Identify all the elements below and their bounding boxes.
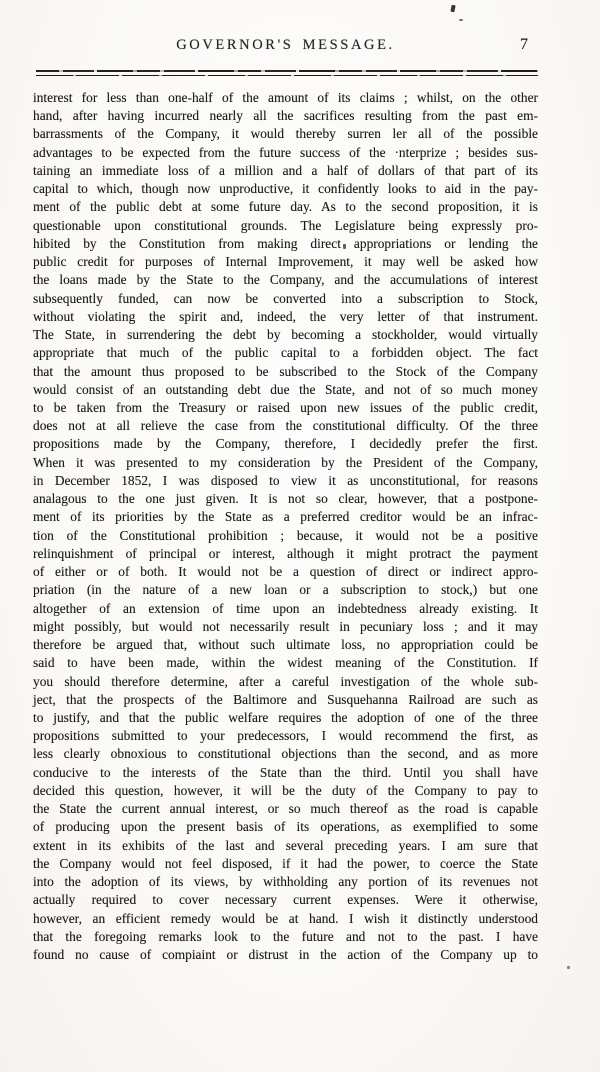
text-line: into the adoption of its views, by withholding any portion of its revenues not [33, 874, 538, 890]
text-line: less clearly obnoxious to constitutional objections than the second, and as more [33, 746, 538, 762]
text-line: the loans made by the State to the Company, and the accumulations of interest [33, 272, 538, 288]
text-line: interest for less than one-half of the amount of its claims ; whilst, on the other [33, 90, 538, 105]
text-line: does not at all relieve the case from the constitutional difficulty. Of the three [33, 418, 538, 434]
text-line: public credit for purposes of Internal Improvement, it may well be asked how [33, 254, 538, 270]
text-line: in December 1852, I was disposed to view it as unconstitutional, for reasons [33, 472, 538, 488]
scan-speck [459, 19, 463, 21]
rule-line-bottom [36, 75, 538, 77]
text-line: questionable upon constitutional grounds. The Legislature being expressly pro- [33, 217, 538, 233]
text-line: advantages to be expected from the future success of the ·nterprize ; besides sus- [33, 144, 538, 160]
text-line: therefore be argued that, without such ultimate loss, no appropriation could be [33, 637, 538, 653]
text-line: hand, after having incurred nearly all the sacrifices resulting from the past em- [33, 108, 538, 124]
text-line: taining an immediate loss of a million and a half of dollars of that part of its [33, 162, 538, 178]
text-line: actually required to cover necessary current expenses. Were it otherwise, [33, 892, 538, 908]
text-line: without violating the spirit and, indeed, the very letter of that instrument. [33, 308, 538, 324]
text-line: decided this question, however, it will be the duty of the Company to pay to [33, 782, 538, 798]
text-line: ment of its priorities by the State as a preferred creditor would be an infrac- [33, 509, 538, 525]
text-line: to justify, and that the public welfare requires the adoption of one of the three [33, 709, 538, 725]
text-line: that the amount thus proposed to be subscribed to the Stock of the Company [33, 363, 538, 379]
text-line: propositions made by the Company, therefore, I decidedly prefer the first. [33, 436, 538, 452]
text-line: extent in its exhibits of the last and several preceding years. I am sure that [33, 837, 538, 853]
text-line: barrassments of the Company, it would thereby surren ler all of the possible [33, 126, 538, 142]
text-line: the Company would not feel disposed, if it had the power, to coerce the State [33, 855, 538, 871]
text-line: ment of the public debt at some future day. As to the second proposition, it is [33, 199, 538, 215]
text-line: conducive to the interests of the State than the third. Until you shall have [33, 764, 538, 780]
text-line: hibited by the Constitution from making direct appropriations or lending the [33, 235, 538, 251]
text-line: priation (in the nature of a new loan or a subscription to stock,) but one [33, 582, 538, 598]
text-line: of either or of both. It would not be a question of direct or indirect appro- [33, 564, 538, 580]
text-line: subsequently funded, can now be converted into a subscription to Stock, [33, 290, 538, 306]
text-line: analagous to the one just given. It is not so clear, however, that a postpone- [33, 491, 538, 507]
text-line: found no cause of compiaint or distrust in the action of the Company up to [33, 947, 538, 963]
text-line: altogether of an extension of time upon an indebtedness already existing. It [33, 600, 538, 616]
text-line: When it was presented to my consideration by the President of the Company, [33, 454, 538, 470]
text-line: ject, that the prospects of the Baltimore and Susquehanna Railroad are such as [33, 691, 538, 707]
page-number: 7 [520, 36, 528, 53]
text-line: of producing upon the present basis of its operations, as exemplified to some [33, 819, 538, 835]
page-text [33, 89, 538, 964]
text-line: might possibly, but would not necessarily result in pecuniary loss ; and it may [33, 618, 538, 634]
text-line: propositions submitted to your predecessors, I would recommend the first, as [33, 728, 538, 744]
text-line: the State the current annual interest, or so much thereof as the road is capable [33, 801, 538, 817]
text-line: relinquishment of principal or interest, although it might protract the payment [33, 545, 538, 561]
text-line: that the foregoing remarks look to the future and not to the past. I have [33, 928, 538, 944]
rule-line-top [36, 70, 538, 72]
text-line: to be taken from the Treasury or raised upon new issues of the public credit, [33, 399, 538, 415]
text-line: you should therefore determine, after a careful investigation of the whole sub- [33, 673, 538, 689]
running-header-title: GOVERNOR'S MESSAGE. [176, 37, 395, 53]
text-line: said to have been made, within the widest meaning of the Constitution. If [33, 655, 538, 671]
scan-speck [450, 5, 455, 13]
text-line: however, an efficient remedy would be at hand. I wish it distinctly understood [33, 910, 538, 926]
header-double-rule [36, 70, 538, 76]
text-line: appropriate that much of the public capital to a forbidden object. The fact [33, 345, 538, 361]
text-line: would consist of an outstanding debt due the State, and not of so much money [33, 381, 538, 397]
text-line: The State, in surrendering the debt by becoming a stockholder, would virtually [33, 327, 538, 343]
scan-speck [567, 966, 570, 969]
text-line: capital to which, though now unproductive, it confidently looks to aid in the pay- [33, 181, 538, 197]
text-line: tion of the Constitutional prohibition ; because, it would not be a positive [33, 527, 538, 543]
